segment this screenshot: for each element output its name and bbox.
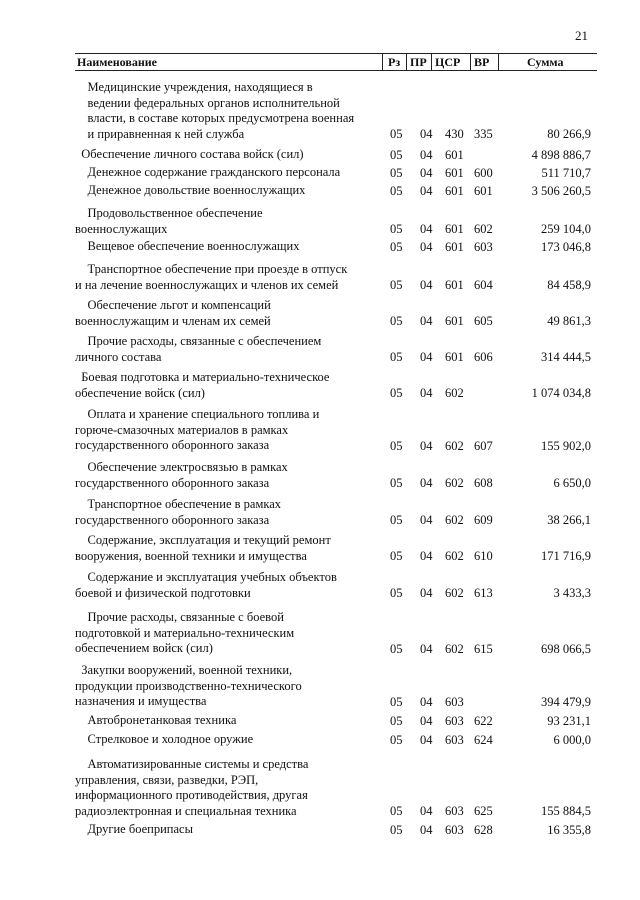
- row-rz: 05: [390, 239, 403, 254]
- row-pr: 04: [420, 147, 433, 162]
- row-pr: 04: [420, 349, 433, 364]
- row-rz: 05: [390, 221, 403, 236]
- row-csr: 601: [445, 221, 464, 236]
- table-row: [75, 533, 597, 564]
- table-row: [75, 239, 597, 255]
- row-sum: 93 231,1: [547, 713, 591, 728]
- row-sum: 3 433,3: [553, 585, 591, 600]
- header-rz: Рз: [388, 55, 401, 69]
- row-pr: 04: [420, 548, 433, 563]
- table-row: [75, 147, 597, 163]
- table-row: [75, 610, 597, 657]
- row-pr: 04: [420, 438, 433, 453]
- row-vr: 606: [474, 349, 493, 364]
- row-name: Содержание и эксплуатация учебных объектов боевой и физической подготовки: [75, 570, 337, 600]
- table-row: [75, 206, 597, 237]
- row-vr: 604: [474, 277, 493, 292]
- row-vr: 601: [474, 183, 493, 198]
- row-csr: 602: [445, 548, 464, 563]
- row-name: Стрелковое и холодное оружие: [75, 732, 254, 746]
- table-row: [75, 732, 597, 748]
- table-row: [75, 334, 597, 365]
- row-name: Продовольственное обеспечение военнослужащих: [75, 206, 263, 236]
- table-header: [75, 53, 597, 71]
- row-rz: 05: [390, 694, 403, 709]
- table-row: [75, 460, 597, 491]
- row-sum: 314 444,5: [541, 349, 591, 364]
- row-name: Обеспечение личного состава войск (сил): [75, 147, 304, 161]
- row-pr: 04: [420, 694, 433, 709]
- header-divider: [406, 54, 407, 70]
- header-vr: ВР: [474, 55, 490, 69]
- row-sum: 394 479,9: [541, 694, 591, 709]
- table-row: [75, 407, 597, 454]
- row-csr: 603: [445, 713, 464, 728]
- row-csr: 602: [445, 385, 464, 400]
- header-divider: [431, 54, 432, 70]
- row-csr: 603: [445, 694, 464, 709]
- row-pr: 04: [420, 641, 433, 656]
- row-name: Прочие расходы, связанные с обеспечением личного состава: [75, 334, 322, 364]
- row-csr: 603: [445, 822, 464, 837]
- row-name: Денежное содержание гражданского персонала: [75, 165, 341, 179]
- row-rz: 05: [390, 475, 403, 490]
- row-csr: 603: [445, 732, 464, 747]
- header-sum: Сумма: [527, 55, 564, 69]
- row-csr: 430: [445, 126, 464, 141]
- row-vr: 602: [474, 221, 493, 236]
- row-name: Боевая подготовка и материально-техническое обеспечение войск (сил): [75, 370, 330, 400]
- row-csr: 601: [445, 239, 464, 254]
- row-name: Обеспечение электросвязью в рамках государственного оборонного заказа: [75, 460, 288, 490]
- row-vr: 613: [474, 585, 493, 600]
- row-name: Обеспечение льгот и компенсаций военнослужащим и членам их семей: [75, 298, 271, 328]
- row-csr: 601: [445, 277, 464, 292]
- page-number: 21: [575, 28, 588, 43]
- row-vr: 603: [474, 239, 493, 254]
- row-pr: 04: [420, 732, 433, 747]
- table-row: [75, 497, 597, 528]
- row-rz: 05: [390, 641, 403, 656]
- header-csr: ЦСР: [435, 55, 461, 69]
- row-sum: 16 355,8: [547, 822, 591, 837]
- header-divider: [470, 54, 471, 70]
- header-name: Наименование: [77, 55, 157, 69]
- row-pr: 04: [420, 385, 433, 400]
- row-pr: 04: [420, 126, 433, 141]
- row-pr: 04: [420, 165, 433, 180]
- row-rz: 05: [390, 183, 403, 198]
- row-sum: 6 650,0: [553, 475, 591, 490]
- row-name: Прочие расходы, связанные с боевой подготовкой и материально-техническим обеспечением войск (сил): [75, 610, 295, 655]
- row-sum: 1 074 034,8: [531, 385, 591, 400]
- row-csr: 602: [445, 641, 464, 656]
- row-pr: 04: [420, 803, 433, 818]
- row-vr: 600: [474, 165, 493, 180]
- row-vr: 605: [474, 313, 493, 328]
- table-row: [75, 298, 597, 329]
- row-rz: 05: [390, 732, 403, 747]
- row-pr: 04: [420, 475, 433, 490]
- row-pr: 04: [420, 585, 433, 600]
- row-pr: 04: [420, 713, 433, 728]
- row-name: Автобронетанковая техника: [75, 713, 237, 727]
- row-sum: 155 884,5: [541, 803, 591, 818]
- header-pr: ПР: [410, 55, 427, 69]
- row-rz: 05: [390, 313, 403, 328]
- row-rz: 05: [390, 147, 403, 162]
- row-rz: 05: [390, 349, 403, 364]
- row-sum: 511 710,7: [541, 165, 591, 180]
- row-csr: 601: [445, 183, 464, 198]
- table-row: [75, 663, 597, 710]
- table-row: [75, 713, 597, 729]
- row-vr: 628: [474, 822, 493, 837]
- row-name: Медицинские учреждения, находящиеся в ведении федеральных органов исполнительной власти, в составе которых предусмотрена военная и приравненная к ней служба: [87, 80, 355, 141]
- row-rz: 05: [390, 126, 403, 141]
- row-pr: 04: [420, 277, 433, 292]
- row-pr: 04: [420, 183, 433, 198]
- row-rz: 05: [390, 438, 403, 453]
- row-csr: 602: [445, 585, 464, 600]
- row-csr: 601: [445, 349, 464, 364]
- row-vr: 609: [474, 512, 493, 527]
- row-name: Другие боеприпасы: [75, 822, 193, 836]
- row-vr: 624: [474, 732, 493, 747]
- row-sum: 4 898 886,7: [531, 147, 591, 162]
- row-pr: 04: [420, 239, 433, 254]
- row-pr: 04: [420, 221, 433, 236]
- header-divider: [498, 54, 499, 70]
- row-sum: 80 266,9: [547, 126, 591, 141]
- row-csr: 601: [445, 165, 464, 180]
- row-sum: 49 861,3: [547, 313, 591, 328]
- row-sum: 171 716,9: [541, 548, 591, 563]
- table-row: [75, 570, 597, 601]
- row-rz: 05: [390, 713, 403, 728]
- row-name: Денежное довольствие военнослужащих: [75, 183, 306, 197]
- row-name: Содержание, эксплуатация и текущий ремонт вооружения, военной техники и имущества: [75, 533, 331, 563]
- row-vr: 607: [474, 438, 493, 453]
- row-vr: 625: [474, 803, 493, 818]
- row-csr: 601: [445, 147, 464, 162]
- table-row: [75, 262, 597, 293]
- row-csr: 601: [445, 313, 464, 328]
- row-csr: 602: [445, 475, 464, 490]
- row-csr: 602: [445, 438, 464, 453]
- row-sum: 173 046,8: [541, 239, 591, 254]
- row-rz: 05: [390, 165, 403, 180]
- row-vr: 608: [474, 475, 493, 490]
- row-rz: 05: [390, 385, 403, 400]
- row-sum: 698 066,5: [541, 641, 591, 656]
- row-sum: 6 000,0: [553, 732, 591, 747]
- row-sum: 259 104,0: [541, 221, 591, 236]
- row-rz: 05: [390, 803, 403, 818]
- header-divider: [382, 54, 383, 70]
- row-pr: 04: [420, 512, 433, 527]
- table-row: [75, 822, 597, 838]
- table-row: [75, 80, 597, 142]
- row-rz: 05: [390, 822, 403, 837]
- row-rz: 05: [390, 585, 403, 600]
- row-rz: 05: [390, 512, 403, 527]
- row-csr: 603: [445, 803, 464, 818]
- row-name: Автоматизированные системы и средства управления, связи, разведки, РЭП, информационного противодействия, другая радиоэлектронная и специальная техника: [75, 757, 309, 818]
- row-vr: 622: [474, 713, 493, 728]
- row-sum: 155 902,0: [541, 438, 591, 453]
- table-row: [75, 183, 597, 199]
- row-sum: 38 266,1: [547, 512, 591, 527]
- table-row: [75, 370, 597, 401]
- row-vr: 335: [474, 126, 493, 141]
- table-row: [75, 757, 597, 819]
- table-row: [75, 165, 597, 181]
- row-pr: 04: [420, 822, 433, 837]
- row-name: Вещевое обеспечение военнослужащих: [75, 239, 300, 253]
- row-vr: 615: [474, 641, 493, 656]
- row-pr: 04: [420, 313, 433, 328]
- row-sum: 84 458,9: [547, 277, 591, 292]
- row-rz: 05: [390, 277, 403, 292]
- row-sum: 3 506 260,5: [531, 183, 591, 198]
- row-name: Транспортное обеспечение в рамках государственного оборонного заказа: [75, 497, 282, 527]
- row-vr: 610: [474, 548, 493, 563]
- row-rz: 05: [390, 548, 403, 563]
- row-name: Закупки вооружений, военной техники, продукции производственно-технического назначения и имущества: [75, 663, 302, 708]
- row-name: Оплата и хранение специального топлива и горюче-смазочных материалов в рамках государственного оборонного заказа: [75, 407, 320, 452]
- row-csr: 602: [445, 512, 464, 527]
- row-name: Транспортное обеспечение при проезде в отпуск и на лечение военнослужащих и членов их семей: [75, 262, 348, 292]
